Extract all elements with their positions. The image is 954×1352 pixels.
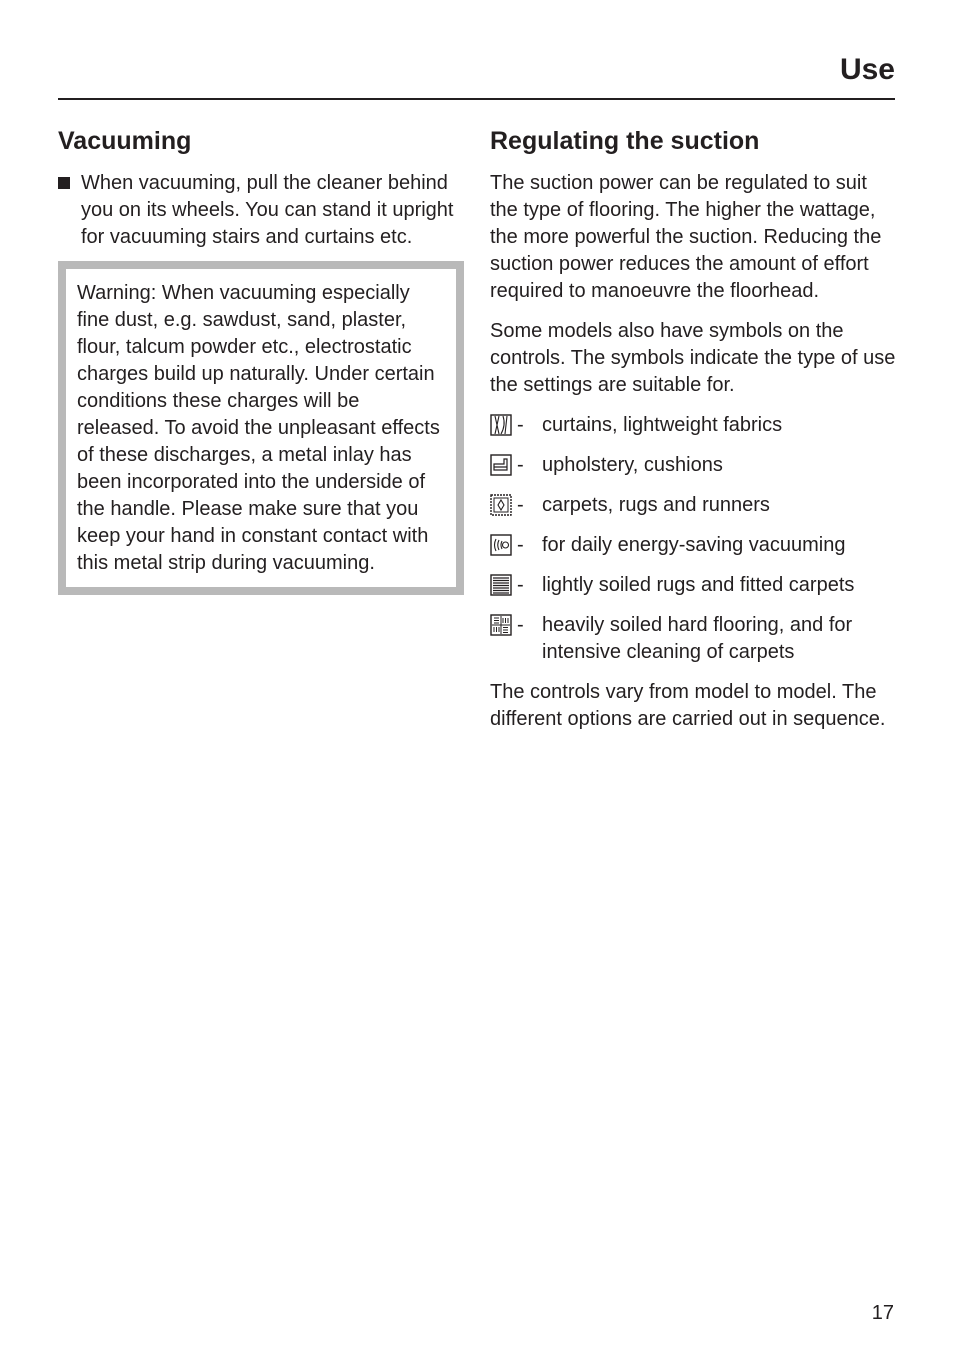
suction-heading: Regulating the suction xyxy=(490,127,760,155)
symbol-label: carpets, rugs and runners xyxy=(542,494,770,516)
symbol-label: lightly soiled rugs and fitted carpets xyxy=(542,574,855,596)
bullet-square-icon xyxy=(58,177,70,189)
symbol-label: for daily energy-saving vacuuming xyxy=(542,534,846,556)
symbol-item-upholstery xyxy=(490,452,900,479)
suction-paragraph-3: The controls vary from model to model. The different options are carried out in sequence. xyxy=(490,681,886,730)
suction-column xyxy=(490,124,900,746)
symbol-label: heavily soiled hard flooring, and for intensive cleaning of carpets xyxy=(542,614,853,663)
symbol-dash: - xyxy=(517,534,524,556)
rug-icon xyxy=(490,494,512,516)
symbol-dash: - xyxy=(517,414,524,436)
fitted-carpet-icon xyxy=(490,574,512,596)
symbol-item-hard-floor xyxy=(490,612,900,666)
symbol-dash: - xyxy=(517,614,524,636)
hard-floor-icon xyxy=(490,614,512,636)
warning-box xyxy=(58,261,464,595)
section-title: Use xyxy=(839,53,895,86)
symbol-item-fitted-carpet xyxy=(490,572,900,599)
page-number: 17 xyxy=(871,1302,894,1324)
warning-text: Warning: When vacuuming especially fine dust, e.g. sawdust, sand, plaster, flour, talcum powder etc., electrostatic charges build up naturally. Under certain conditions these charges will be released. To avoid the unpleasant effects of these discharges, a metal inlay has been incorporated into the underside of the handle. Please make sure that you keep your hand in constant contact with this metal strip during vacuuming. xyxy=(77,282,440,574)
symbol-dash: - xyxy=(517,574,524,596)
curtains-icon xyxy=(490,414,512,436)
symbol-dash: - xyxy=(517,454,524,476)
vacuuming-heading: Vacuuming xyxy=(58,127,192,155)
energy-saving-icon xyxy=(490,534,512,556)
symbol-item-energy-saving xyxy=(490,532,900,559)
vacuuming-bullet-item xyxy=(58,170,466,251)
symbol-list xyxy=(490,412,900,666)
symbol-dash: - xyxy=(517,494,524,516)
symbol-label: upholstery, cushions xyxy=(542,454,723,476)
symbol-label: curtains, lightweight fabrics xyxy=(542,414,783,436)
symbol-item-curtains xyxy=(490,412,900,439)
upholstery-icon xyxy=(490,454,512,476)
symbol-item-rug xyxy=(490,492,900,519)
header-rule xyxy=(58,98,895,100)
suction-paragraph-2: Some models also have symbols on the controls. The symbols indicate the type of use the settings are suitable for. xyxy=(490,320,896,396)
vacuuming-bullet-text: When vacuuming, pull the cleaner behind you on its wheels. You can stand it upright for vacuuming stairs and curtains etc. xyxy=(81,172,454,248)
suction-paragraph-1: The suction power can be regulated to suit the type of flooring. The higher the wattage, the more powerful the suction. Reducing the suction power reduces the amount of effort required to manoeuvre the floorhead. xyxy=(490,172,882,302)
vacuuming-column xyxy=(58,124,466,595)
